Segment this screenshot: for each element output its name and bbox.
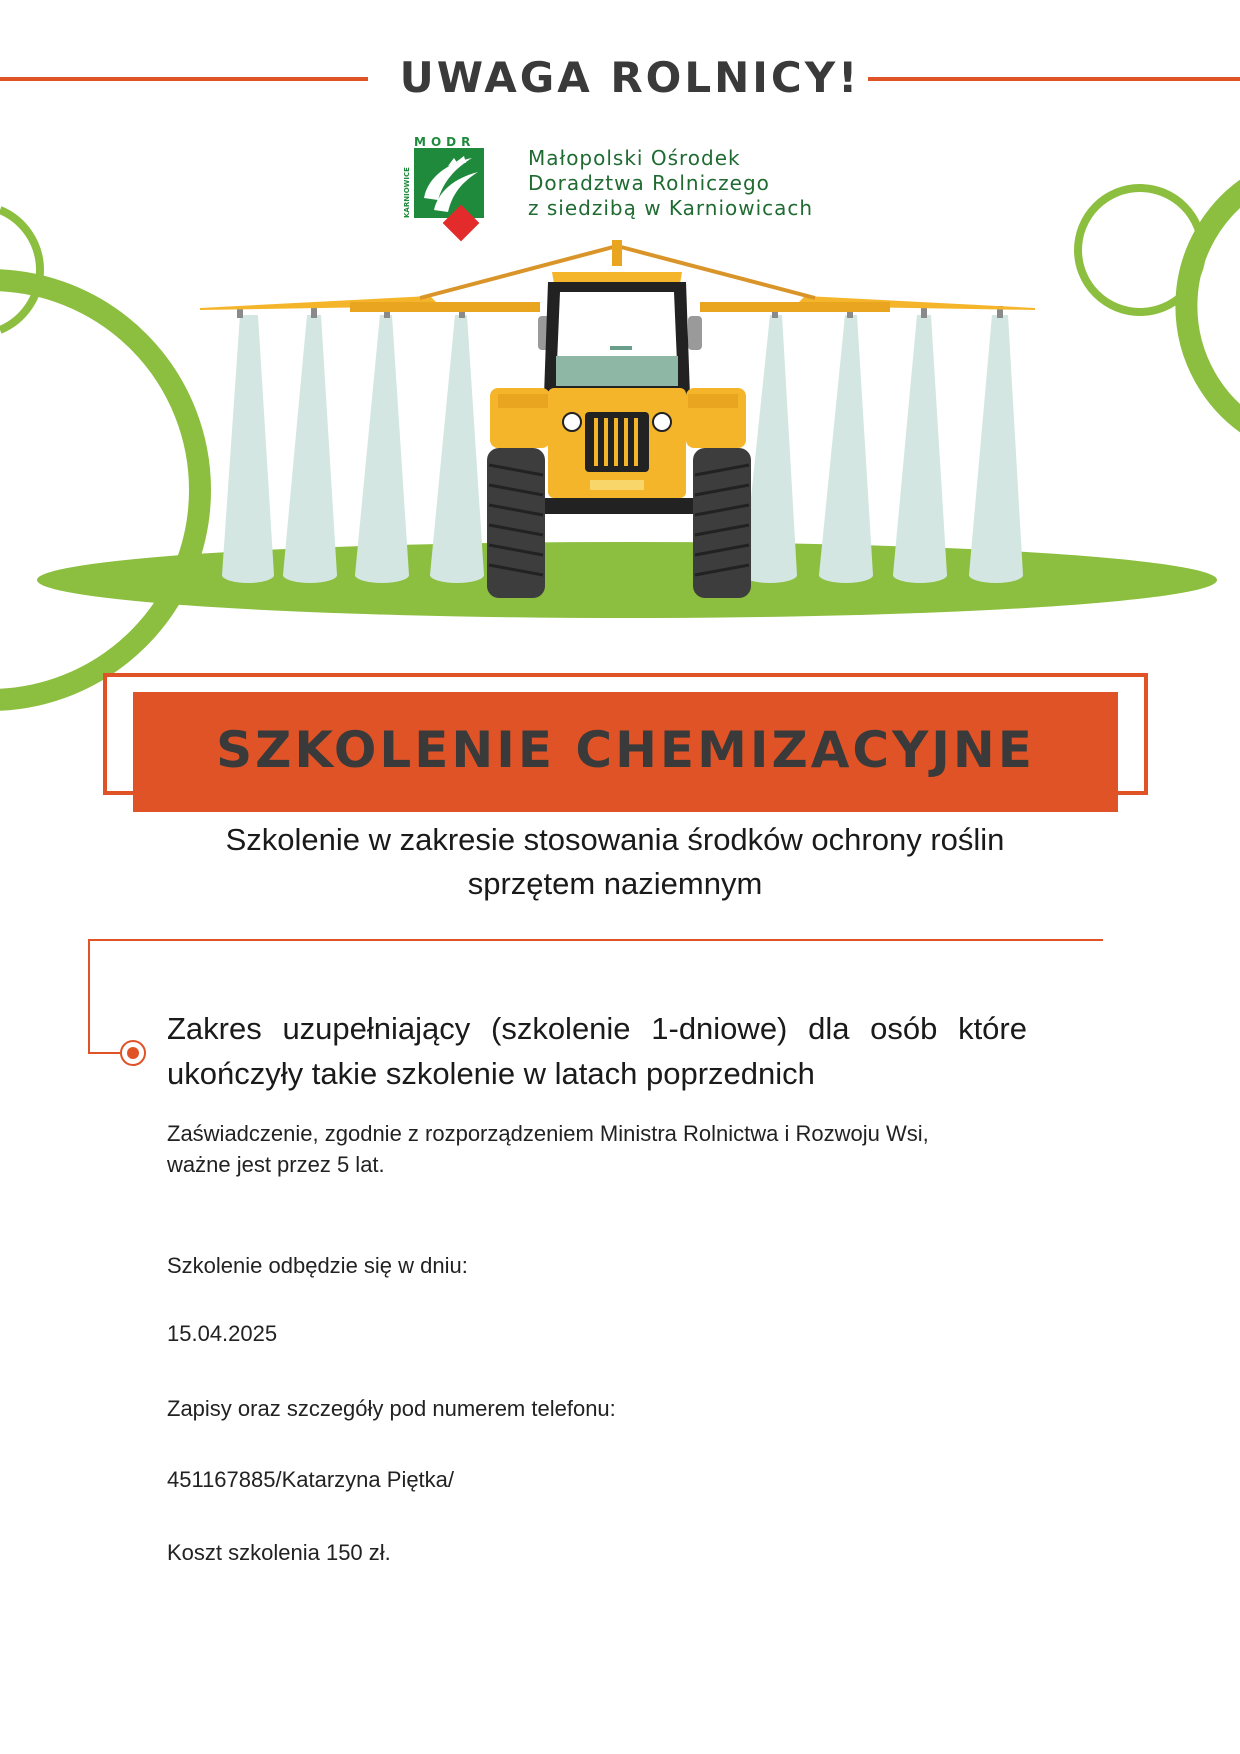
- green-field: [37, 542, 1217, 618]
- wheel-left: [487, 448, 545, 598]
- date-value: 15.04.2025: [167, 1321, 278, 1346]
- date-label: Szkolenie odbędzie się w dniu:: [167, 1253, 468, 1278]
- org-line-1: Małopolski Ośrodek: [528, 146, 741, 170]
- logo-modr-text: MODR: [414, 136, 476, 149]
- bracket-connector: [88, 1052, 120, 1054]
- subtitle: [160, 818, 1070, 906]
- bullet-dot: [127, 1047, 139, 1059]
- certificate-line-2: ważne jest przez 5 lat.: [167, 1152, 385, 1177]
- cost: Koszt szkolenia 150 zł.: [167, 1540, 391, 1565]
- header-rule-left: [0, 77, 368, 81]
- contact-value: 451167885/Katarzyna Piętka/: [167, 1467, 455, 1492]
- subtitle-line-1: Szkolenie w zakresie stosowania środków ochrony roślin: [225, 822, 1005, 857]
- logo-side-text: KARNIOWICE: [403, 167, 411, 218]
- contact-label: Zapisy oraz szczegóły pod numerem telefonu:: [167, 1396, 616, 1421]
- certificate-line-1: Zaświadczenie, zgodnie z rozporządzeniem Ministra Rolnictwa i Rozwoju Wsi,: [167, 1121, 929, 1146]
- subtitle-line-2: sprzętem naziemnym: [467, 866, 763, 901]
- training-scope: Zakres uzupełniający (szkolenie 1-dniowe) dla osób które ukończyły takie szkolenie w latach poprzednich: [167, 1011, 1027, 1091]
- left-arc-large: [0, 280, 200, 700]
- headline: UWAGA ROLNICY!: [399, 53, 861, 102]
- tractor-sprayer-illustration: [0, 180, 1240, 740]
- header-rule-right: [868, 77, 1240, 81]
- org-line-3: z siedzibą w Karniowicach: [528, 196, 814, 220]
- banner-title: SZKOLENIE CHEMIZACYJNE: [216, 721, 1035, 779]
- org-line-2: Doradztwa Rolniczego: [528, 171, 770, 195]
- wheel-right: [693, 448, 751, 598]
